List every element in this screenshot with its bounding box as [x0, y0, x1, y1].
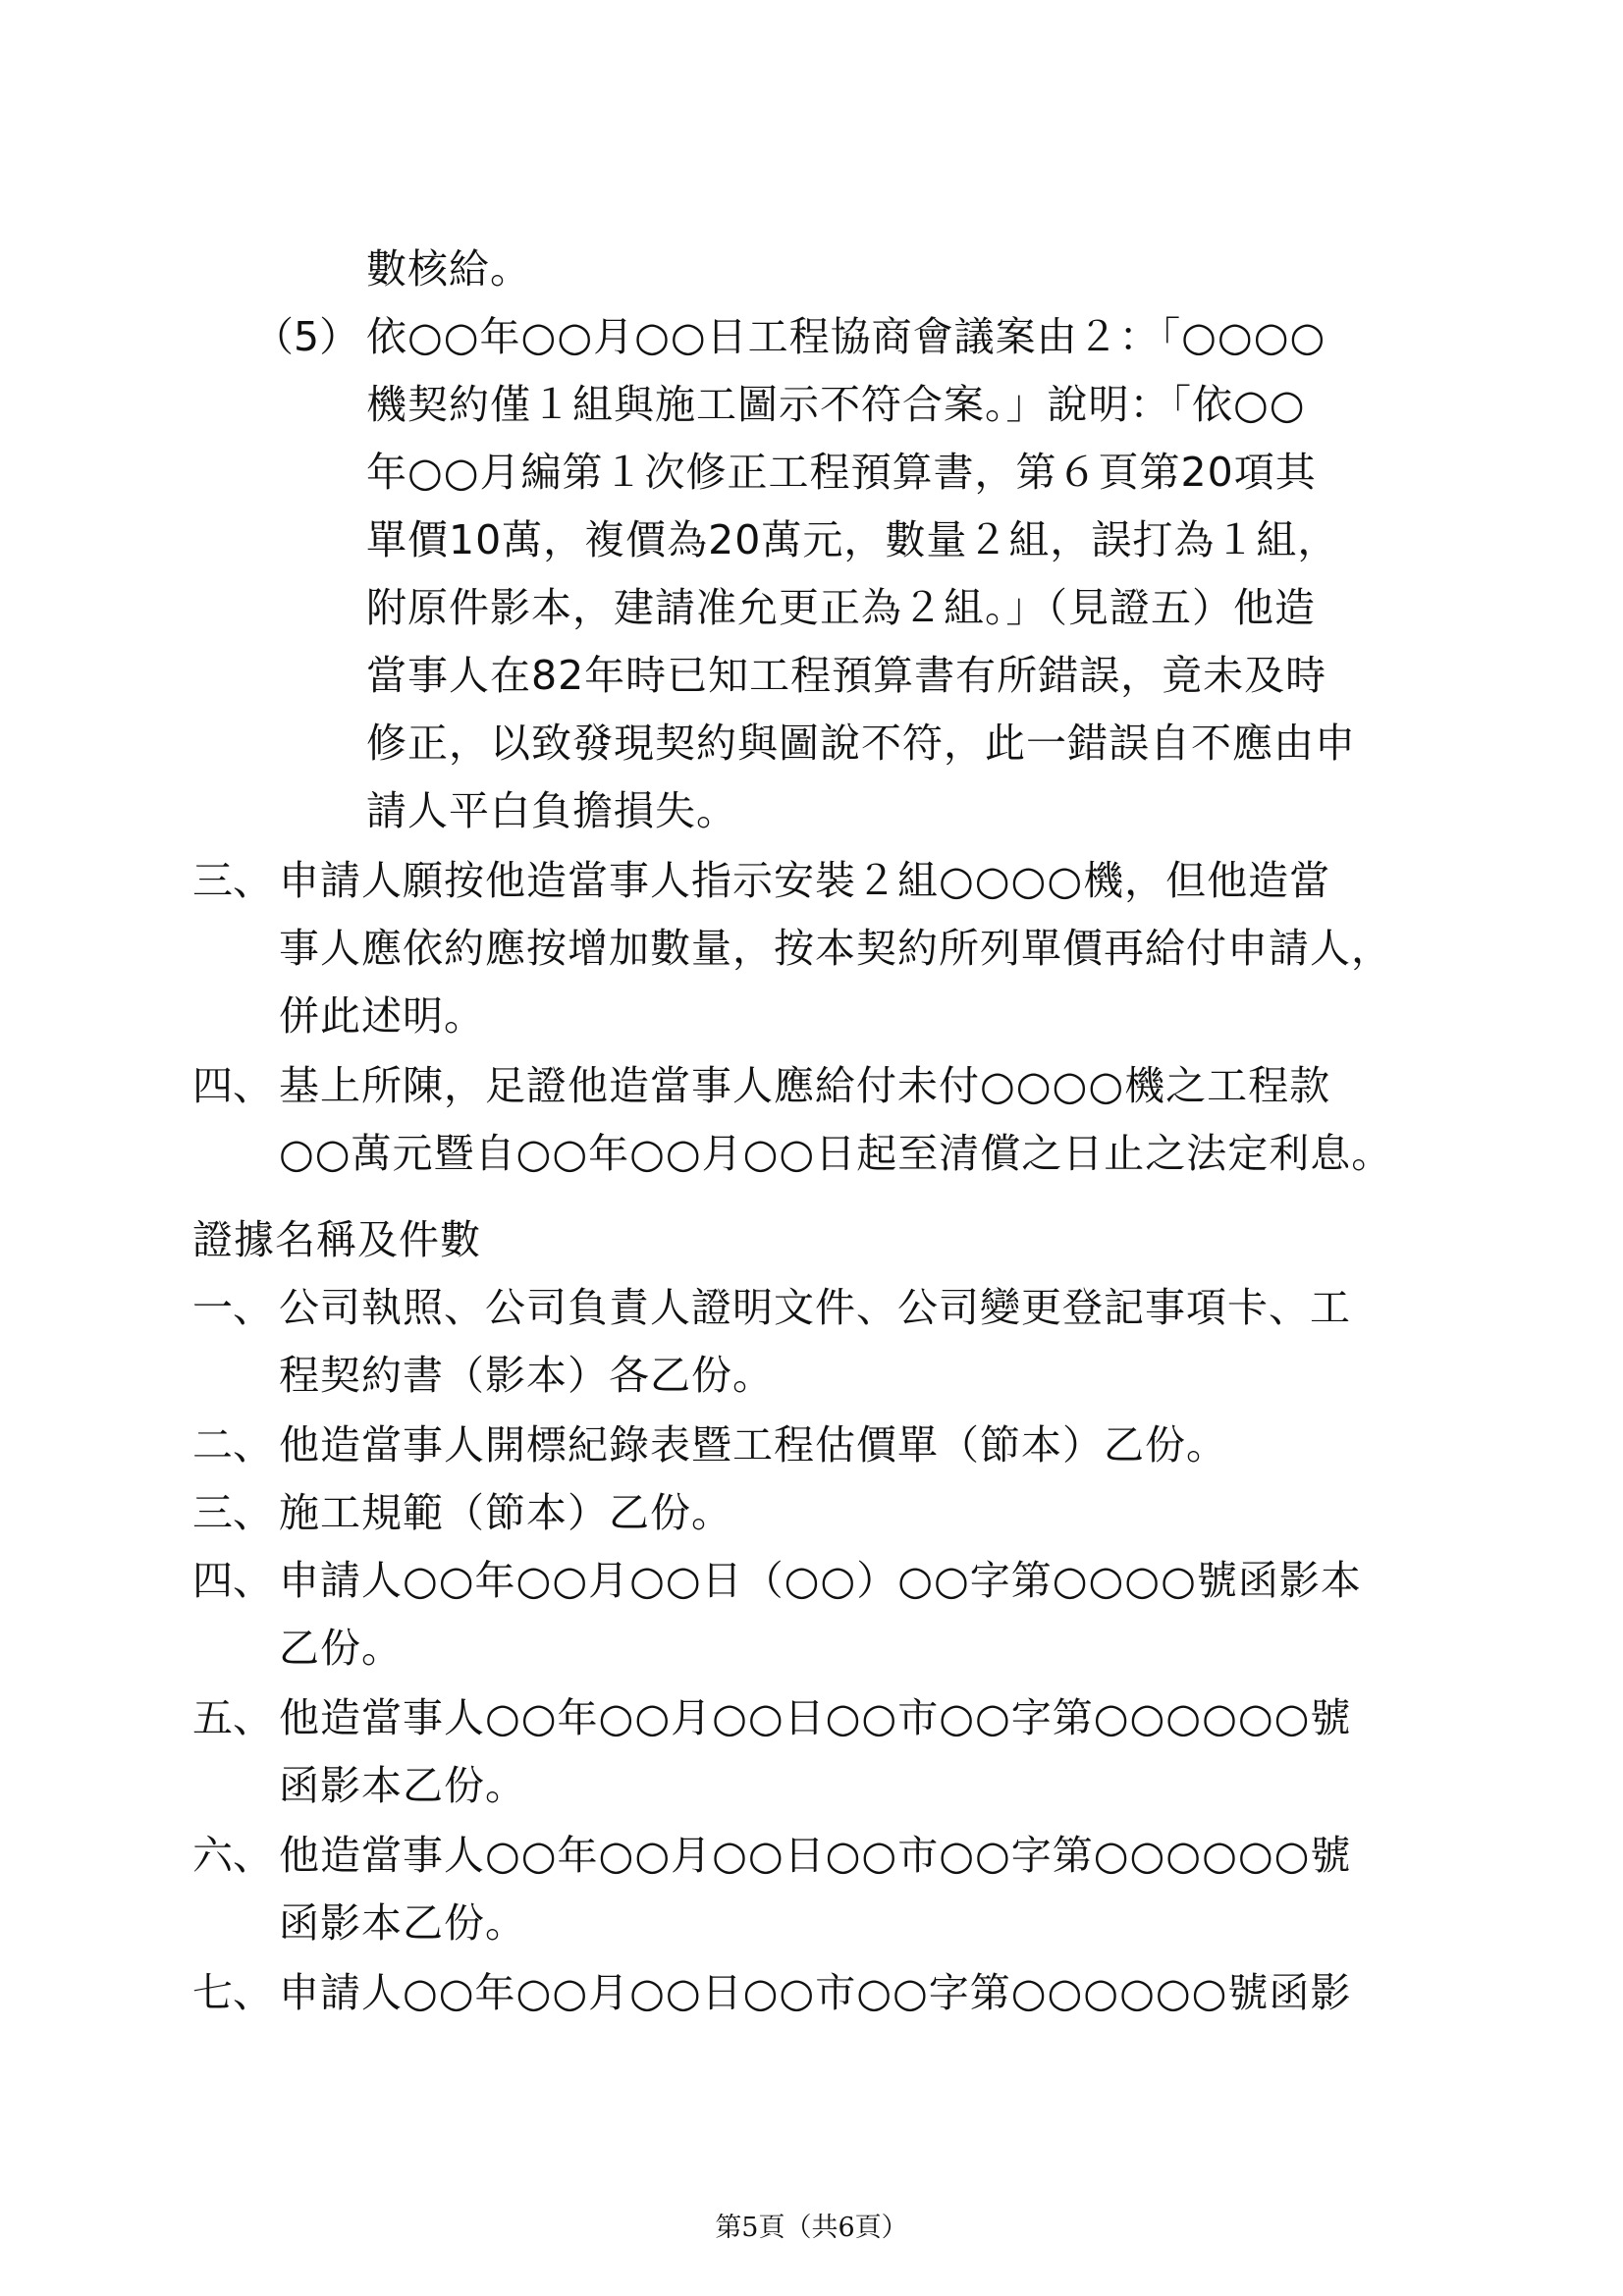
evidence-item-marker: 六、: [192, 1832, 273, 1879]
item-5-line: 附原件影本，建請准允更正為２組。」（見證五）他造: [366, 584, 1316, 631]
evidence-item-marker: 一、: [192, 1284, 273, 1331]
point-3-marker: 三、: [192, 857, 273, 904]
point-4-marker: 四、: [192, 1062, 273, 1109]
evidence-item-line: 乙份。: [279, 1625, 403, 1672]
point-3-line: 申請人願按他造當事人指示安裝２組○○○○機，但他造當: [279, 857, 1331, 904]
item-5-line: 請人平白負擔損失。: [366, 787, 737, 834]
evidence-item-line: 函影本乙份。: [279, 1762, 526, 1809]
evidence-item-line: 他造當事人○○年○○月○○日○○市○○字第○○○○○○號: [279, 1832, 1352, 1879]
evidence-item-marker: 三、: [192, 1489, 273, 1536]
point-3-line: 併此述明。: [279, 992, 485, 1040]
evidence-item-marker: 七、: [192, 1969, 273, 2016]
evidence-item-line: 程契約書（影本）各乙份。: [279, 1352, 774, 1399]
page-number-footer: 第5頁（共6頁）: [715, 2213, 908, 2243]
point-4-line: 基上所陳，足證他造當事人應給付未付○○○○機之工程款: [279, 1062, 1331, 1109]
evidence-item-line: 公司執照、公司負責人證明文件、公司變更登記事項卡、工: [279, 1284, 1351, 1331]
evidence-item-line: 他造當事人○○年○○月○○日○○市○○字第○○○○○○號: [279, 1694, 1352, 1741]
item-5-line: 修正，以致發現契約與圖說不符，此一錯誤自不應由申: [366, 720, 1356, 767]
evidence-heading: 證據名稱及件數: [192, 1216, 481, 1263]
item-5-line: 當事人在82年時已知工程預算書有所錯誤，竟未及時: [366, 652, 1327, 699]
item-5-line: 依○○年○○月○○日工程協商會議案由２：「○○○○: [366, 313, 1326, 360]
item-5-line: 年○○月編第１次修正工程預算書，第６頁第20項其: [366, 449, 1317, 496]
item-5-line: 機契約僅１組與施工圖示不符合案。」說明：「依○○: [366, 381, 1306, 428]
item-5-marker: （5）: [253, 313, 360, 360]
evidence-item-line: 申請人○○年○○月○○日（○○）○○字第○○○○號函影本: [279, 1557, 1362, 1604]
evidence-item-line: 申請人○○年○○月○○日○○市○○字第○○○○○○號函影: [279, 1969, 1352, 2016]
continuation-line: 數核給。: [366, 245, 531, 293]
item-5-line: 單價10萬，複價為20萬元，數量２組，誤打為１組，: [366, 516, 1339, 563]
evidence-item-marker: 二、: [192, 1421, 273, 1468]
point-3-line: 事人應依約應按增加數量，按本契約所列單價再給付申請人，: [279, 925, 1392, 972]
evidence-item-line: 他造當事人開標紀錄表暨工程估價單（節本）乙份。: [279, 1421, 1227, 1468]
evidence-item-marker: 五、: [192, 1694, 273, 1741]
point-4-line: ○○萬元暨自○○年○○月○○日起至清償之日止之法定利息。: [279, 1130, 1393, 1177]
evidence-item-line: 施工規範（節本）乙份。: [279, 1489, 732, 1536]
evidence-item-marker: 四、: [192, 1557, 273, 1604]
evidence-item-line: 函影本乙份。: [279, 1899, 526, 1947]
